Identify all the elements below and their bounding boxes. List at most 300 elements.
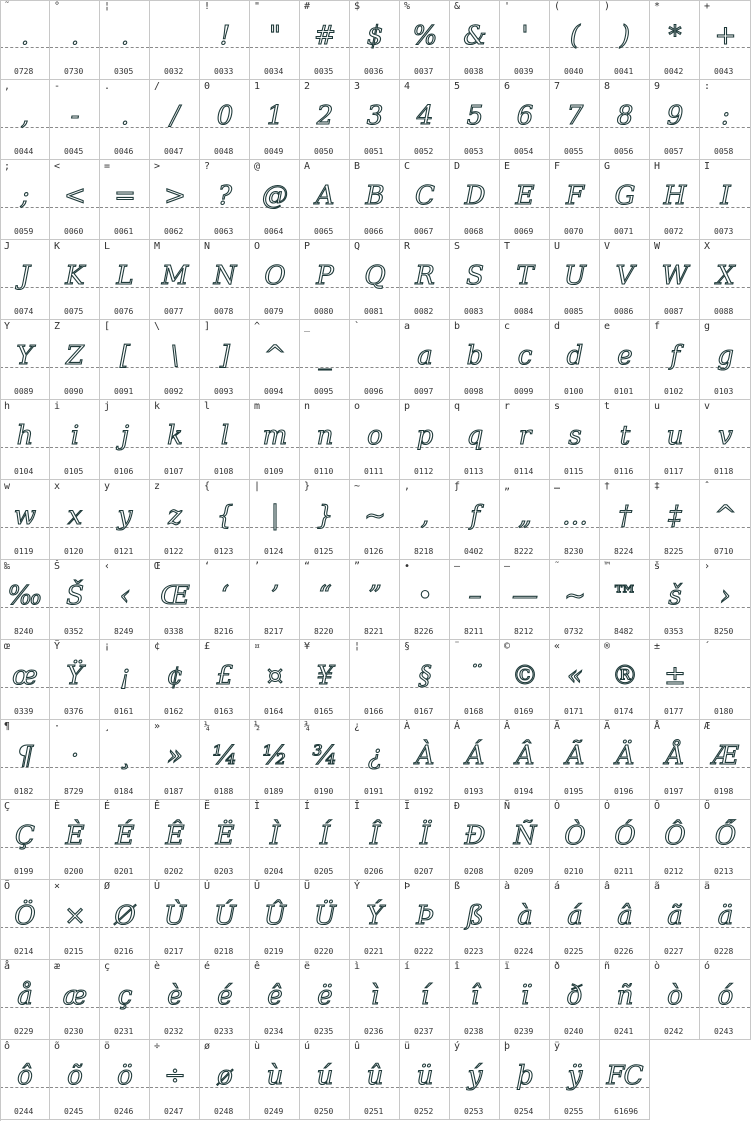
glyph-cell[interactable] (50, 720, 100, 800)
glyph-preview: ¶ (16, 741, 33, 771)
glyph-cell[interactable] (0, 800, 50, 880)
glyph-cell[interactable] (450, 80, 500, 160)
glyph-code: 0072 (664, 227, 684, 236)
glyph-code: 0062 (164, 227, 184, 236)
glyph-cell[interactable] (650, 640, 700, 720)
glyph-cell[interactable] (400, 240, 450, 320)
glyph-cell[interactable] (650, 880, 700, 960)
glyph-cell-char-label: Q (354, 241, 361, 252)
glyph-code: 8217 (264, 627, 284, 636)
glyph-preview: ¿ (368, 741, 381, 771)
glyph-cell-char-label: A (304, 161, 311, 172)
glyph-code: 0116 (614, 467, 634, 476)
glyph-preview: C (415, 181, 434, 211)
glyph-cell-char-label: , (4, 81, 11, 92)
glyph-cell[interactable] (150, 320, 200, 400)
glyph-cell[interactable] (600, 80, 650, 160)
glyph-preview: Ç (15, 821, 34, 851)
glyph-cell[interactable] (500, 800, 550, 880)
glyph-cell[interactable] (300, 960, 350, 1040)
glyph-cell[interactable] (300, 880, 350, 960)
glyph-cell[interactable] (200, 320, 250, 400)
glyph-cell[interactable] (400, 880, 450, 960)
glyph-cell[interactable] (700, 560, 751, 640)
glyph-cell[interactable] (300, 400, 350, 480)
glyph-cell[interactable] (550, 960, 600, 1040)
glyph-cell[interactable] (400, 400, 450, 480)
glyph-cell-char-label: ~ (354, 481, 361, 492)
glyph-cell[interactable] (250, 80, 300, 160)
glyph-cell[interactable] (250, 160, 300, 240)
glyph-cell-char-label: - (54, 81, 61, 92)
glyph-cell[interactable] (250, 560, 300, 640)
glyph-cell[interactable] (400, 80, 450, 160)
glyph-cell[interactable] (50, 160, 100, 240)
glyph-cell[interactable] (600, 960, 650, 1040)
glyph-preview: W (661, 261, 688, 291)
glyph-cell[interactable] (150, 160, 200, 240)
glyph-cell[interactable] (450, 880, 500, 960)
glyph-cell[interactable] (450, 800, 500, 880)
glyph-cell[interactable] (650, 0, 700, 80)
glyph-cell[interactable] (300, 480, 350, 560)
glyph-preview: À (415, 741, 434, 771)
glyph-cell[interactable] (500, 640, 550, 720)
glyph-cell[interactable] (50, 640, 100, 720)
glyph-cell[interactable] (550, 0, 600, 80)
glyph-cell[interactable] (0, 480, 50, 560)
glyph-cell[interactable] (50, 800, 100, 880)
glyph-cell[interactable] (600, 0, 650, 80)
glyph-cell[interactable] (50, 480, 100, 560)
glyph-cell[interactable] (150, 80, 200, 160)
glyph-cell[interactable] (100, 80, 150, 160)
glyph-cell[interactable] (350, 480, 400, 560)
glyph-cell[interactable] (250, 480, 300, 560)
glyph-cell-char-label: ¢ (154, 641, 161, 652)
glyph-cell[interactable] (250, 0, 300, 80)
glyph-cell[interactable] (400, 800, 450, 880)
glyph-cell[interactable] (50, 400, 100, 480)
glyph-cell[interactable] (550, 880, 600, 960)
glyph-preview: ú (316, 1061, 333, 1091)
glyph-code: 8211 (464, 627, 484, 636)
glyph-cell[interactable] (100, 800, 150, 880)
glyph-cell[interactable] (450, 960, 500, 1040)
glyph-preview: } (316, 501, 333, 531)
glyph-cell-char-label: ´ (704, 641, 711, 652)
glyph-cell[interactable] (0, 560, 50, 640)
glyph-cell[interactable] (450, 480, 500, 560)
glyph-cell[interactable] (200, 960, 250, 1040)
glyph-preview: c (517, 341, 532, 371)
glyph-cell[interactable] (450, 1040, 500, 1120)
glyph-preview: i (70, 421, 79, 451)
glyph-cell-char-label: ¥ (304, 641, 311, 652)
glyph-cell-char-label: × (54, 881, 61, 892)
glyph-cell[interactable] (600, 160, 650, 240)
glyph-preview: ~ (364, 501, 385, 531)
glyph-code: 0122 (164, 547, 184, 556)
glyph-cell[interactable] (300, 320, 350, 400)
glyph-cell[interactable] (500, 240, 550, 320)
glyph-cell-char-label: Z (54, 321, 61, 332)
glyph-code: 0249 (264, 1107, 284, 1116)
glyph-cell[interactable] (0, 400, 50, 480)
glyph-code: 0114 (514, 467, 534, 476)
glyph-code: 0199 (14, 867, 34, 876)
glyph-cell[interactable] (600, 640, 650, 720)
glyph-cell[interactable] (550, 160, 600, 240)
glyph-cell-char-label: ñ (604, 961, 611, 972)
glyph-preview: , (420, 501, 429, 531)
glyph-cell[interactable] (200, 80, 250, 160)
glyph-cell[interactable] (650, 160, 700, 240)
glyph-cell[interactable] (100, 960, 150, 1040)
glyph-cell[interactable] (200, 1040, 250, 1120)
glyph-code: 0217 (164, 947, 184, 956)
glyph-cell[interactable] (250, 880, 300, 960)
glyph-cell[interactable] (0, 880, 50, 960)
glyph-cell[interactable] (300, 720, 350, 800)
glyph-preview: : (721, 101, 729, 131)
glyph-cell[interactable] (600, 560, 650, 640)
glyph-cell[interactable] (400, 960, 450, 1040)
glyph-cell[interactable] (150, 480, 200, 560)
glyph-cell-char-label: þ (504, 1041, 511, 1052)
glyph-cell-char-label: _ (304, 321, 311, 332)
glyph-cell[interactable] (350, 160, 400, 240)
glyph-cell[interactable] (0, 240, 50, 320)
glyph-cell[interactable] (50, 960, 100, 1040)
glyph-cell[interactable] (350, 560, 400, 640)
glyph-cell[interactable] (400, 160, 450, 240)
glyph-cell[interactable] (100, 880, 150, 960)
glyph-cell[interactable] (300, 80, 350, 160)
glyph-cell[interactable] (450, 160, 500, 240)
glyph-preview: â (617, 901, 632, 931)
glyph-cell[interactable] (0, 640, 50, 720)
glyph-cell[interactable] (400, 720, 450, 800)
glyph-cell[interactable] (350, 880, 400, 960)
glyph-preview: M (161, 261, 188, 291)
glyph-code: 0226 (614, 947, 634, 956)
glyph-cell[interactable] (600, 480, 650, 560)
glyph-cell[interactable] (600, 320, 650, 400)
glyph-cell-char-label: ã (654, 881, 661, 892)
glyph-cell[interactable] (100, 560, 150, 640)
glyph-cell[interactable] (700, 0, 751, 80)
glyph-code: 0045 (64, 147, 84, 156)
glyph-cell[interactable] (600, 720, 650, 800)
glyph-preview: / (170, 101, 179, 131)
glyph-cell[interactable] (700, 240, 751, 320)
glyph-cell[interactable] (500, 960, 550, 1040)
glyph-cell[interactable] (350, 800, 400, 880)
glyph-cell-char-label: ä (704, 881, 711, 892)
glyph-cell[interactable] (100, 480, 150, 560)
glyph-cell[interactable] (200, 880, 250, 960)
glyph-code: 0184 (114, 787, 134, 796)
glyph-cell[interactable] (600, 1040, 650, 1120)
glyph-preview: Y (16, 341, 33, 371)
glyph-cell[interactable] (650, 800, 700, 880)
glyph-cell[interactable] (100, 400, 150, 480)
glyph-code: 0201 (114, 867, 134, 876)
glyph-cell[interactable] (450, 240, 500, 320)
glyph-code: 0338 (164, 627, 184, 636)
glyph-cell[interactable] (200, 560, 250, 640)
glyph-cell[interactable] (450, 640, 500, 720)
glyph-code: 0064 (264, 227, 284, 236)
glyph-preview: î (470, 981, 479, 1011)
glyph-cell[interactable] (150, 720, 200, 800)
glyph-cell[interactable] (600, 400, 650, 480)
glyph-cell[interactable] (550, 400, 600, 480)
glyph-cell[interactable] (550, 80, 600, 160)
glyph-cell-char-label: Í (304, 801, 311, 812)
glyph-cell[interactable] (650, 960, 700, 1040)
glyph-code: 0168 (464, 707, 484, 716)
glyph-cell[interactable] (650, 400, 700, 480)
glyph-cell[interactable] (200, 640, 250, 720)
glyph-cell[interactable] (200, 240, 250, 320)
glyph-cell[interactable] (450, 320, 500, 400)
glyph-cell[interactable] (550, 320, 600, 400)
glyph-cell[interactable] (700, 160, 751, 240)
glyph-cell[interactable] (250, 640, 300, 720)
glyph-cell[interactable] (50, 240, 100, 320)
glyph-cell[interactable] (150, 880, 200, 960)
glyph-code: 0244 (14, 1107, 34, 1116)
glyph-preview: ¤ (266, 661, 283, 691)
glyph-cell[interactable] (650, 720, 700, 800)
glyph-cell[interactable] (250, 320, 300, 400)
glyph-cell[interactable] (500, 80, 550, 160)
glyph-cell[interactable] (0, 960, 50, 1040)
glyph-cell[interactable] (300, 1040, 350, 1120)
glyph-cell[interactable] (500, 320, 550, 400)
glyph-cell[interactable] (700, 480, 751, 560)
glyph-cell[interactable] (550, 1040, 600, 1120)
glyph-cell[interactable] (650, 480, 700, 560)
glyph-cell[interactable] (250, 240, 300, 320)
glyph-cell[interactable] (700, 640, 751, 720)
glyph-code: 0162 (164, 707, 184, 716)
glyph-code: 0210 (564, 867, 584, 876)
glyph-cell[interactable] (200, 160, 250, 240)
glyph-cell[interactable] (150, 560, 200, 640)
glyph-preview: † (618, 501, 631, 531)
glyph-code: 0254 (514, 1107, 534, 1116)
glyph-preview: z (168, 501, 181, 531)
glyph-cell[interactable] (350, 80, 400, 160)
glyph-cell[interactable] (150, 240, 200, 320)
glyph-cell[interactable] (350, 640, 400, 720)
glyph-cell[interactable] (150, 400, 200, 480)
glyph-cell[interactable] (450, 560, 500, 640)
glyph-cell[interactable] (600, 800, 650, 880)
glyph-code: 8240 (14, 627, 34, 636)
glyph-cell[interactable] (700, 800, 751, 880)
glyph-cell[interactable] (100, 320, 150, 400)
glyph-cell[interactable] (300, 0, 350, 80)
glyph-cell[interactable] (600, 880, 650, 960)
glyph-cell[interactable] (500, 720, 550, 800)
glyph-code: 0073 (714, 227, 734, 236)
glyph-cell-char-label: ) (604, 1, 611, 12)
glyph-cell[interactable] (500, 560, 550, 640)
glyph-cell[interactable] (100, 720, 150, 800)
glyph-cell[interactable] (200, 400, 250, 480)
glyph-cell[interactable] (650, 80, 700, 160)
glyph-cell[interactable] (550, 800, 600, 880)
glyph-cell[interactable] (150, 1040, 200, 1120)
glyph-cell[interactable] (250, 400, 300, 480)
glyph-cell[interactable] (500, 480, 550, 560)
glyph-cell[interactable] (100, 240, 150, 320)
glyph-cell[interactable] (400, 560, 450, 640)
glyph-cell-char-label: Ő (704, 801, 711, 812)
glyph-code: 0059 (14, 227, 34, 236)
glyph-cell[interactable] (700, 720, 751, 800)
glyph-cell-char-label: r (504, 401, 511, 412)
glyph-cell[interactable] (400, 480, 450, 560)
glyph-preview: p (416, 421, 433, 451)
glyph-cell[interactable] (0, 320, 50, 400)
glyph-preview: H (663, 181, 686, 211)
glyph-preview: f (470, 501, 479, 531)
glyph-cell[interactable] (200, 800, 250, 880)
glyph-cell[interactable] (100, 640, 150, 720)
glyph-cell[interactable] (200, 720, 250, 800)
glyph-cell[interactable] (150, 0, 200, 80)
glyph-cell[interactable] (550, 640, 600, 720)
glyph-cell[interactable] (600, 240, 650, 320)
glyph-cell[interactable] (350, 320, 400, 400)
glyph-cell[interactable] (0, 80, 50, 160)
glyph-cell[interactable] (400, 0, 450, 80)
glyph-cell-char-label: q (454, 401, 461, 412)
glyph-cell[interactable] (550, 240, 600, 320)
glyph-code: 0065 (314, 227, 334, 236)
glyph-code: 0180 (714, 707, 734, 716)
glyph-cell[interactable] (700, 320, 751, 400)
glyph-cell[interactable] (500, 160, 550, 240)
glyph-cell[interactable] (700, 880, 751, 960)
glyph-cell[interactable] (450, 0, 500, 80)
glyph-cell[interactable] (250, 1040, 300, 1120)
glyph-code: 0112 (414, 467, 434, 476)
glyph-cell[interactable] (650, 320, 700, 400)
glyph-cell[interactable] (350, 720, 400, 800)
glyph-cell[interactable] (300, 560, 350, 640)
glyph-cell[interactable] (350, 240, 400, 320)
glyph-cell[interactable] (0, 0, 50, 80)
glyph-cell[interactable] (550, 720, 600, 800)
glyph-preview: ð (567, 981, 582, 1011)
glyph-preview: x (67, 501, 82, 531)
glyph-cell[interactable] (300, 800, 350, 880)
glyph-code: 0079 (264, 307, 284, 316)
glyph-cell[interactable] (300, 240, 350, 320)
glyph-cell[interactable] (550, 480, 600, 560)
glyph-cell[interactable] (450, 400, 500, 480)
glyph-cell[interactable] (0, 1040, 50, 1120)
glyph-cell[interactable] (350, 400, 400, 480)
glyph-code: 0048 (214, 147, 234, 156)
glyph-cell[interactable] (700, 80, 751, 160)
glyph-cell[interactable] (200, 0, 250, 80)
glyph-cell[interactable] (50, 320, 100, 400)
glyph-preview: X (716, 261, 734, 291)
glyph-code: 0041 (614, 67, 634, 76)
glyph-cell[interactable] (50, 880, 100, 960)
glyph-cell[interactable] (200, 480, 250, 560)
glyph-cell[interactable] (50, 1040, 100, 1120)
glyph-preview: T (516, 261, 533, 291)
glyph-cell[interactable] (250, 960, 300, 1040)
glyph-cell[interactable] (400, 1040, 450, 1120)
glyph-cell-char-label: Ï (404, 801, 411, 812)
glyph-cell[interactable] (400, 320, 450, 400)
glyph-cell[interactable] (150, 640, 200, 720)
glyph-cell[interactable] (700, 960, 751, 1040)
glyph-cell[interactable] (150, 960, 200, 1040)
glyph-cell[interactable] (350, 1040, 400, 1120)
glyph-code: 0247 (164, 1107, 184, 1116)
glyph-cell[interactable] (300, 640, 350, 720)
glyph-cell[interactable] (250, 800, 300, 880)
glyph-code: 0163 (214, 707, 234, 716)
glyph-cell[interactable] (500, 0, 550, 80)
glyph-cell[interactable] (500, 400, 550, 480)
glyph-cell-char-label: ð (554, 961, 561, 972)
glyph-cell[interactable] (100, 1040, 150, 1120)
glyph-cell[interactable] (0, 160, 50, 240)
glyph-cell-char-label: 5 (454, 81, 461, 92)
glyph-cell[interactable] (50, 80, 100, 160)
glyph-cell[interactable] (100, 160, 150, 240)
glyph-cell-char-label: c (504, 321, 511, 332)
glyph-cell[interactable] (50, 560, 100, 640)
glyph-cell-char-label: † (604, 481, 611, 492)
glyph-code: 0165 (314, 707, 334, 716)
glyph-cell[interactable] (350, 0, 400, 80)
glyph-cell[interactable] (150, 800, 200, 880)
glyph-cell-char-label: \ (154, 321, 161, 332)
glyph-cell[interactable] (650, 240, 700, 320)
glyph-cell[interactable] (650, 560, 700, 640)
glyph-cell[interactable] (450, 720, 500, 800)
glyph-cell[interactable] (500, 1040, 550, 1120)
glyph-cell[interactable] (400, 640, 450, 720)
glyph-cell[interactable] (50, 0, 100, 80)
glyph-cell-char-label: Y (4, 321, 11, 332)
glyph-cell[interactable] (100, 0, 150, 80)
glyph-cell[interactable] (350, 960, 400, 1040)
glyph-cell[interactable] (500, 880, 550, 960)
glyph-cell[interactable] (0, 720, 50, 800)
glyph-cell[interactable] (250, 720, 300, 800)
glyph-cell[interactable] (300, 160, 350, 240)
glyph-cell[interactable] (700, 400, 751, 480)
glyph-preview: ‘ (220, 581, 229, 611)
glyph-preview: û (366, 1061, 383, 1091)
glyph-cell[interactable] (550, 560, 600, 640)
glyph-cell-char-label: ö (104, 1041, 111, 1052)
glyph-preview: á (567, 901, 582, 931)
